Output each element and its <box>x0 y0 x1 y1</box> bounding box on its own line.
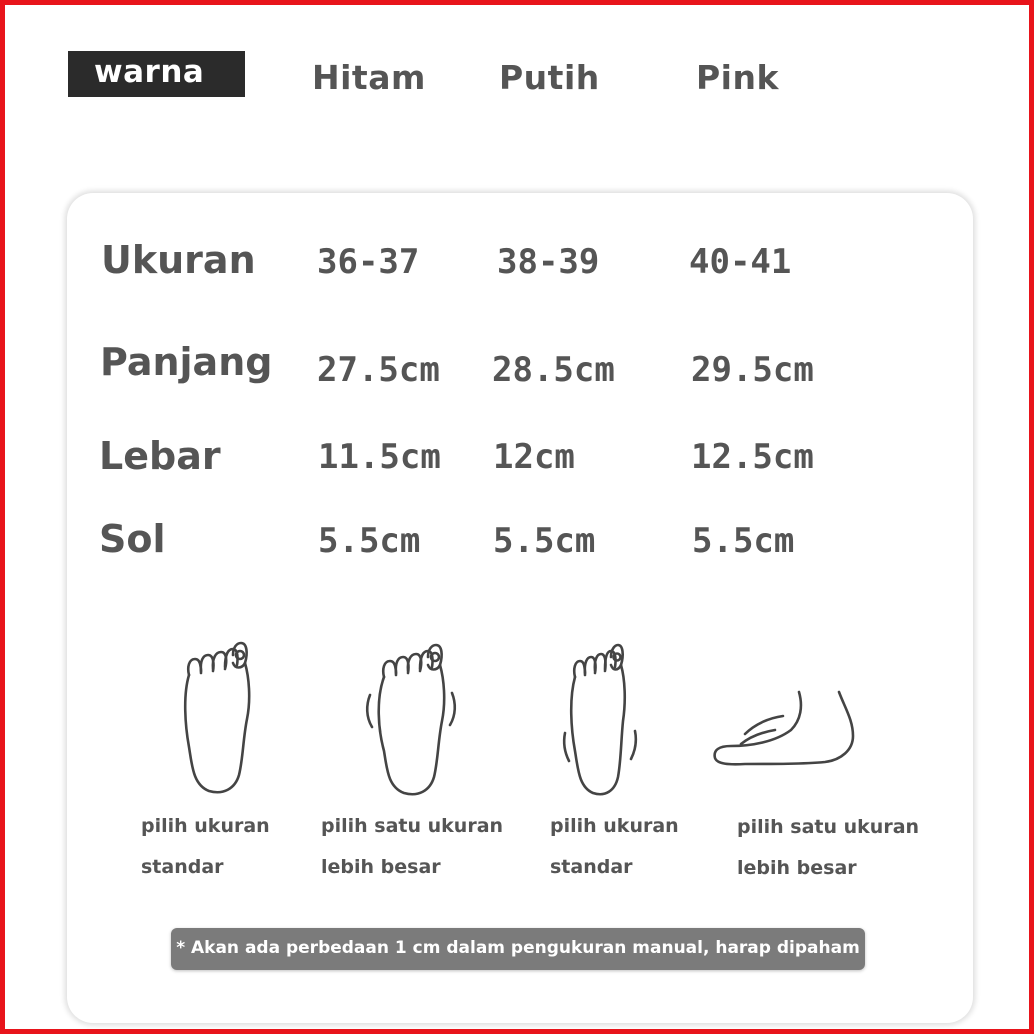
row-label-panjang: Panjang <box>100 340 273 384</box>
foot-caption-line1: pilih satu ukuran <box>737 816 920 838</box>
high-instep-foot-icon <box>705 680 865 780</box>
narrow-foot-icon <box>555 637 645 807</box>
table-cell: 11.5cm <box>318 437 441 477</box>
table-cell: 5.5cm <box>318 521 421 561</box>
row-label-lebar: Lebar <box>99 434 221 478</box>
table-cell: 12.5cm <box>691 437 814 477</box>
table-cell: 28.5cm <box>492 350 615 390</box>
table-cell: 5.5cm <box>493 521 596 561</box>
foot-caption-line2: standar <box>141 856 224 878</box>
color-tag: warna <box>68 51 245 97</box>
normal-foot-icon <box>175 635 265 805</box>
table-cell: 38-39 <box>497 242 600 282</box>
measurement-note: * Akan ada perbedaan 1 cm dalam pengukuran manual, harap dipaham <box>171 928 865 970</box>
table-cell: 27.5cm <box>317 350 440 390</box>
foot-caption-line1: pilih ukuran <box>141 815 270 837</box>
foot-caption-line2: standar <box>550 856 633 878</box>
foot-caption-line2: lebih besar <box>737 857 857 879</box>
size-card <box>67 193 973 1023</box>
foot-caption-line2: lebih besar <box>321 856 441 878</box>
foot-caption-line1: pilih satu ukuran <box>321 815 504 837</box>
color-option-hitam: Hitam <box>312 58 426 97</box>
foot-caption-line1: pilih ukuran <box>550 815 679 837</box>
table-cell: 12cm <box>493 437 575 477</box>
wide-foot-icon <box>360 637 460 807</box>
table-cell: 40-41 <box>689 242 792 282</box>
table-cell: 29.5cm <box>691 350 814 390</box>
color-option-putih: Putih <box>499 58 600 97</box>
row-label-ukuran: Ukuran <box>101 238 256 282</box>
row-label-sol: Sol <box>99 517 166 561</box>
table-cell: 5.5cm <box>692 521 795 561</box>
color-option-pink: Pink <box>696 58 779 97</box>
table-cell: 36-37 <box>317 242 420 282</box>
